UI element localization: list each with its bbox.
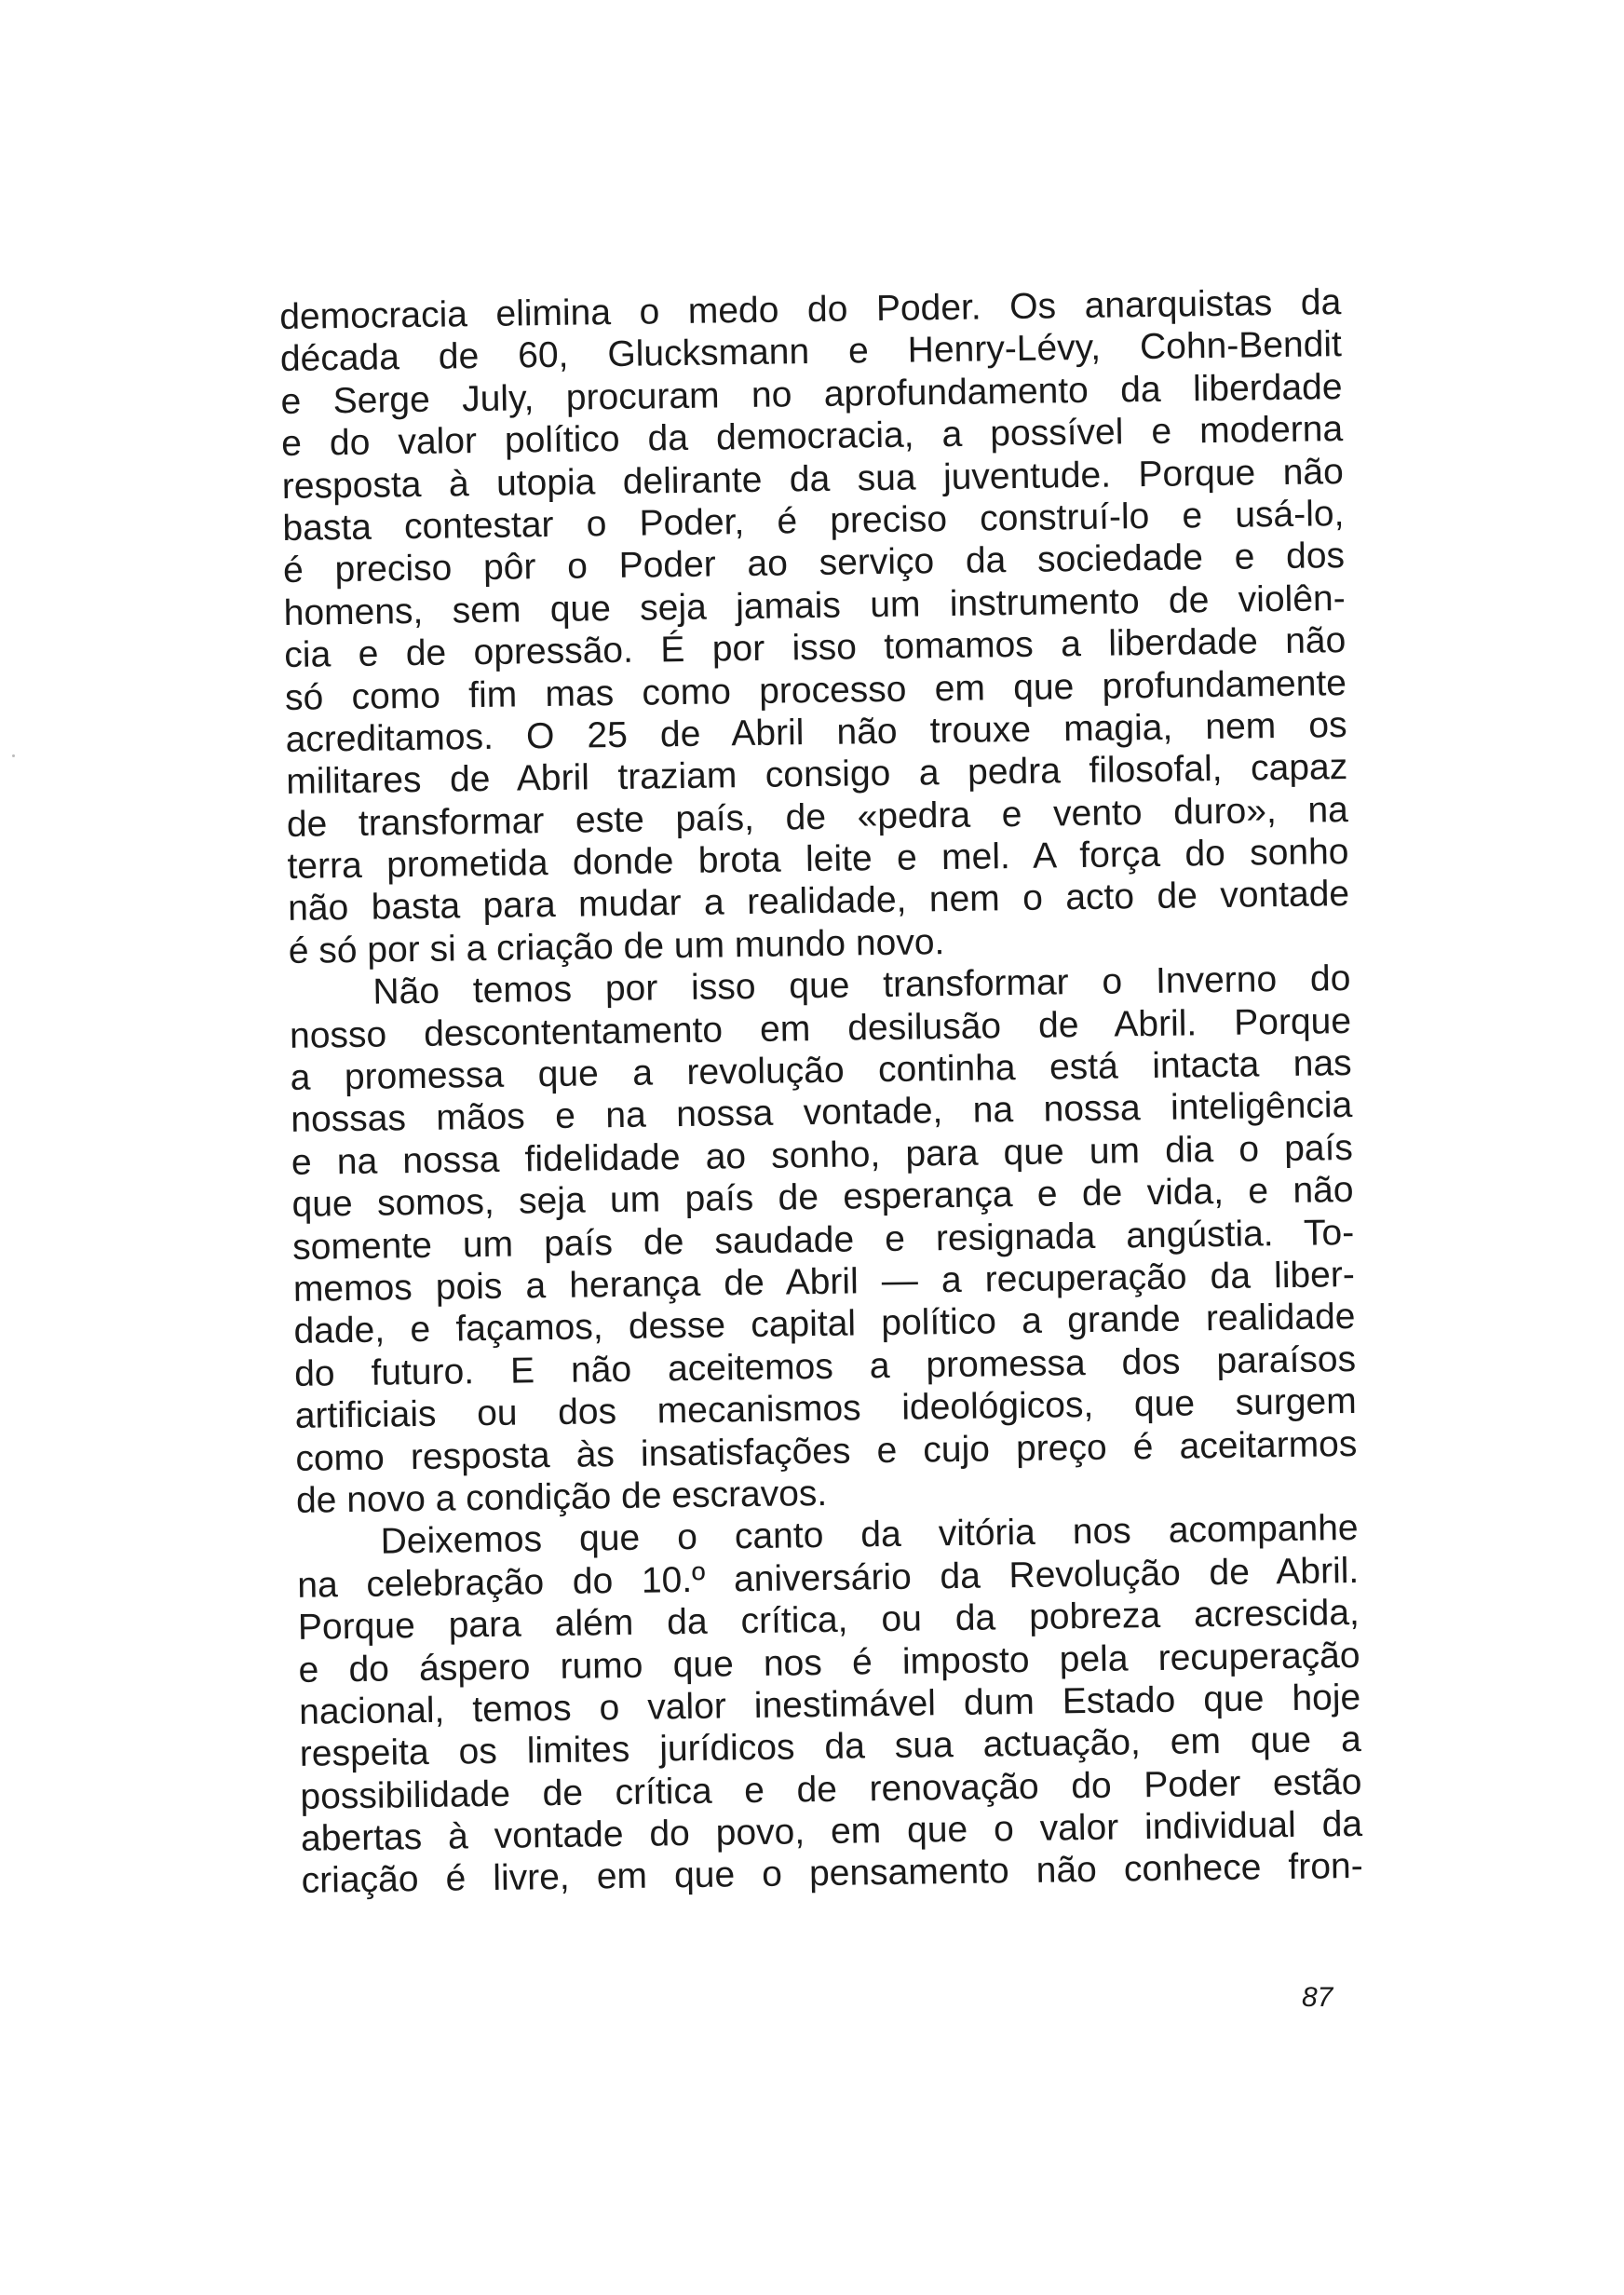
text-line: respeita os limites jurídicos da sua actuação, em que a <box>299 1719 1362 1775</box>
text-line: nossas mãos e na nossa vontade, na nossa inteligência <box>291 1085 1353 1141</box>
text-line: homens, sem que seja jamais um instrumento de violên- <box>283 577 1346 633</box>
page-number: 87 <box>1302 1982 1333 2013</box>
text-line: década de 60, Glucksmann e Henry-Lévy, Cohn-Bendit <box>279 324 1343 380</box>
text-line: não basta para mudar a realidade, nem o acto de vontade <box>287 874 1350 930</box>
text-line: de transformar este país, de «pedra e vento duro», na <box>286 789 1349 845</box>
text-line: e do áspero rumo que nos é imposto pela recuperação <box>298 1635 1360 1691</box>
text-line: abertas à vontade do povo, em que o valor individual da <box>300 1803 1363 1859</box>
text-line: do futuro. E não aceitemos a promessa dos paraísos <box>293 1338 1357 1394</box>
text-line: nosso descontentamento em desilusão de Abril. Porque <box>289 1000 1352 1056</box>
text-line: somente um país de saudade e resignada angústia. To- <box>291 1212 1355 1268</box>
text-line: e Serge July, procuram no aprofundamento da liberdade <box>280 366 1343 422</box>
text-line: acreditamos. O 25 de Abril não trouxe magia, nem os <box>285 704 1347 760</box>
text-line: de novo a condição de escravos. <box>295 1473 828 1521</box>
text-line: cia e de opressão. É por isso tomamos a liberdade não <box>284 620 1347 676</box>
text-line: que somos, seja um país de esperança e de vida, e não <box>291 1170 1354 1226</box>
text-line: e na nossa fidelidade ao sonho, para que um dia o país <box>291 1127 1354 1183</box>
text-line: a promessa que a revolução continha está intacta nas <box>290 1043 1352 1098</box>
text-line: basta contestar o Poder, é preciso construí-lo e usá-lo, <box>282 494 1345 549</box>
text-line: resposta à utopia delirante da sua juventude. Porque não <box>281 451 1345 507</box>
text-line: Não temos por isso que transformar o Inverno do <box>372 958 1351 1012</box>
text-line: é preciso pôr o Poder ao serviço da sociedade e dos <box>282 536 1346 591</box>
text-line: só como fim mas como processo em que profundamente <box>284 662 1347 718</box>
text-line: artificiais ou dos mecanismos ideológicos, que surgem <box>294 1381 1357 1437</box>
text-line: e do valor político da democracia, a possível e moderna <box>280 409 1344 465</box>
text-line: militares de Abril traziam consigo a pedra filosofal, capaz <box>285 747 1348 803</box>
text-line: memos pois a herança de Abril — a recuperação da liber- <box>292 1254 1356 1310</box>
text-line: criação é livre, em que o pensamento não conhece fron- <box>301 1846 1363 1902</box>
text-line: na celebração do 10.º aniversário da Revolução de Abril. <box>297 1550 1360 1606</box>
text-line: dade, e façamos, desse capital político a grande realidade <box>293 1297 1356 1352</box>
text-line: terra prometida donde brota leite e mel. A força do sonho <box>287 832 1349 888</box>
body-text <box>279 281 1363 1903</box>
text-line: é só por si a criação de um mundo novo. <box>288 921 945 971</box>
text-line: possibilidade de crítica e de renovação do Poder estão <box>300 1761 1362 1817</box>
text-line: como resposta às insatisfações e cujo preço é aceitarmos <box>295 1423 1358 1479</box>
text-line: Deixemos que o canto da vitória nos acompanhe <box>380 1508 1359 1562</box>
text-line: nacional, temos o valor inestimável dum Estado que hoje <box>298 1677 1361 1732</box>
text-line: Porque para além da crítica, ou da pobreza acrescida, <box>297 1593 1360 1648</box>
text-line: democracia elimina o medo do Poder. Os anarquistas da <box>279 282 1342 337</box>
scan-speck <box>12 754 15 757</box>
